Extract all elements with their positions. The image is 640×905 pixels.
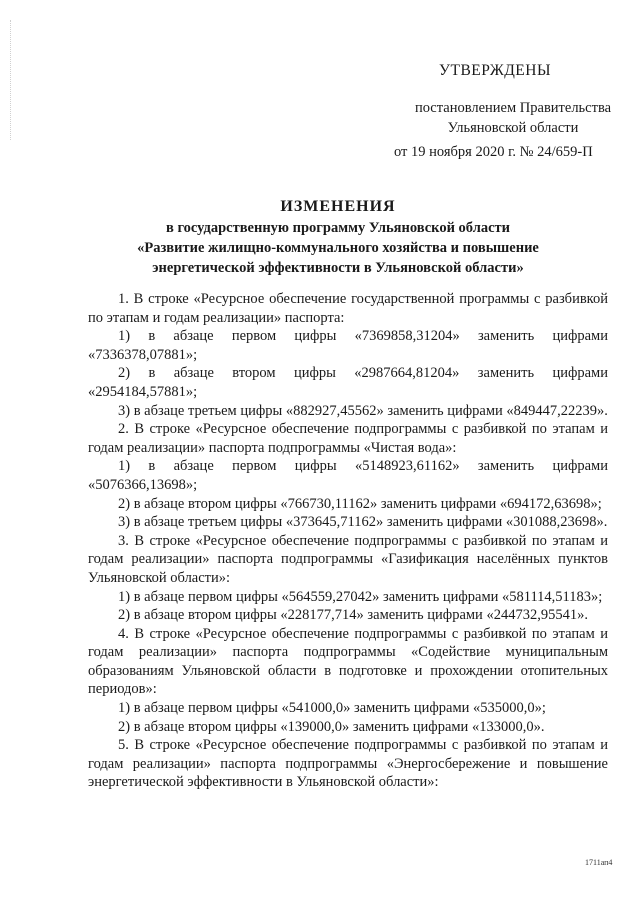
document-subtitle-line2: «Развитие жилищно-коммунального хозяйства и повышение — [137, 240, 539, 256]
paragraph-3: 3. В строке «Ресурсное обеспечение подпрограммы с разбивкой по этапам и годам реализации» паспорта подпрограммы «Газификация населённых пунктов Ульяновской области»: — [88, 532, 608, 586]
paragraph-2-item-2: 2) в абзаце втором цифры «766730,11162» заменить цифрами «694172,63698»; — [118, 495, 602, 512]
scan-margin-marks — [10, 20, 12, 140]
document-body — [88, 290, 608, 792]
paragraph-2-item-1: 1) в абзаце первом цифры «5148923,61162» заменить цифрами «5076366,13698»; — [88, 458, 608, 493]
document-title: ИЗМЕНЕНИЯ — [280, 198, 396, 215]
approval-date: от 19 ноября 2020 г. № 24/659-П — [394, 144, 593, 160]
approval-stamp-heading: УТВЕРЖДЕНЫ — [439, 62, 551, 79]
paragraph-1-item-2: 2) в абзаце втором цифры «2987664,81204» заменить цифрами «2954184,57881»; — [88, 365, 608, 400]
paragraph-1: 1. В строке «Ресурсное обеспечение государственной программы с разбивкой по этапам и годам реализации» паспорта: — [88, 291, 608, 326]
paragraph-2: 2. В строке «Ресурсное обеспечение подпрограммы с разбивкой по этапам и годам реализации» паспорта подпрограммы «Чистая вода»: — [88, 421, 608, 456]
paragraph-3-item-2: 2) в абзаце втором цифры «228177,714» заменить цифрами «244732,95541». — [118, 607, 588, 624]
paragraph-4-item-2: 2) в абзаце втором цифры «139000,0» заменить цифрами «133000,0». — [118, 718, 545, 735]
paragraph-5: 5. В строке «Ресурсное обеспечение подпрограммы с разбивкой по этапам и годам реализации» паспорта подпрограммы «Энергосбережение и повышение энергетической эффективности в Ульяновской области»: — [88, 737, 608, 791]
approval-authority — [397, 98, 629, 138]
paragraph-1-item-1: 1) в абзаце первом цифры «7369858,31204» заменить цифрами «7336378,07881»; — [88, 328, 608, 363]
document-subtitle-line1: в государственную программу Ульяновской области — [165, 220, 510, 236]
paragraph-4: 4. В строке «Ресурсное обеспечение подпрограммы с разбивкой по этапам и годам реализации» паспорта подпрограммы «Содействие муниципальным образованиям Ульяновской области в подготовке и прохождении отопительных периодов»: — [88, 625, 608, 698]
paragraph-4-item-1: 1) в абзаце первом цифры «541000,0» заменить цифрами «535000,0»; — [118, 700, 546, 717]
document-title-block — [88, 198, 588, 278]
paragraph-1-item-3: 3) в абзаце третьем цифры «882927,45562» заменить цифрами «849447,22239». — [118, 402, 608, 419]
approval-authority-line1: постановлением Правительства — [414, 100, 612, 116]
approval-authority-line2: Ульяновской области — [447, 120, 579, 136]
paragraph-3-item-1: 1) в абзаце первом цифры «564559,27042» заменить цифрами «581114,51183»; — [118, 588, 603, 605]
paragraph-2-item-3: 3) в абзаце третьем цифры «373645,71162» заменить цифрами «301088,23698». — [118, 514, 608, 531]
footer-document-code: 1711ап4 — [585, 858, 613, 867]
document-subtitle-line3: энергетической эффективности в Ульяновской области» — [152, 260, 524, 276]
